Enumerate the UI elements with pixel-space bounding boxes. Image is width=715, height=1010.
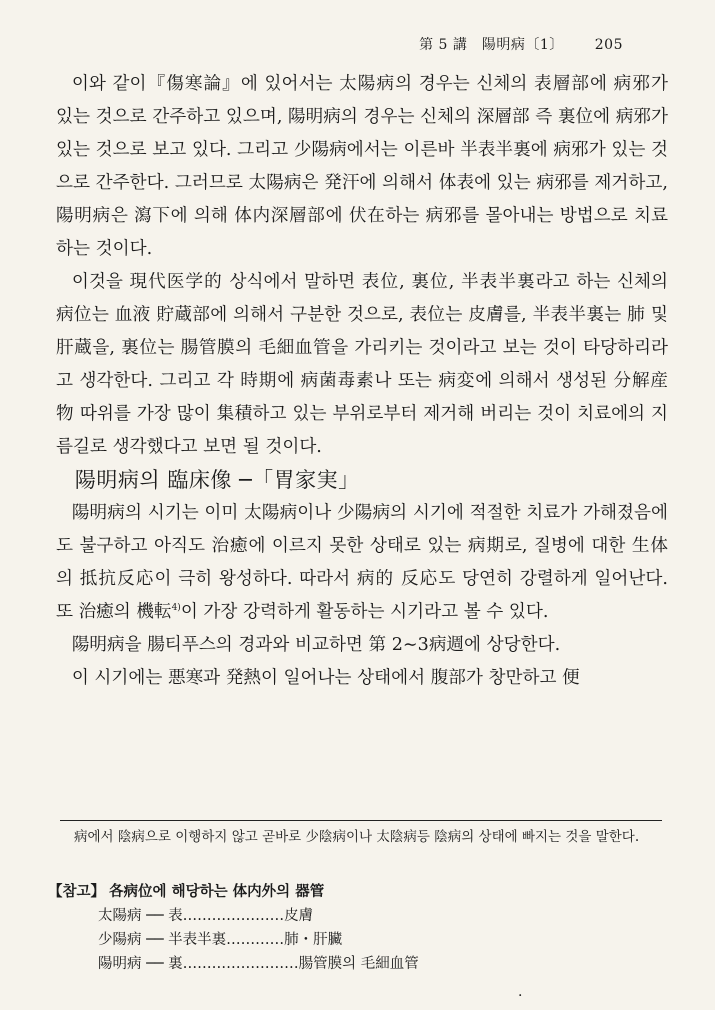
reference-tag: 【참고】 (48, 883, 106, 900)
reference-row: 陽明病 ── 裏……………………腸管膜의 毛細血管 (98, 956, 419, 972)
paragraph: 陽明病을 腸티푸스의 경과와 비교하면 第 2∼3病週에 상당한다. (71, 635, 561, 655)
footnote: 病에서 陰病으로 이행하지 않고 곧바로 少陰病이나 太陰病등 陰病의 상태에 빠지는 것을 말한다. (74, 829, 640, 845)
text-span: 이 가장 강력하게 활동하는 시기라고 볼 수 있다. (180, 602, 549, 622)
reference-box (48, 880, 419, 976)
chapter-title: 第 5 講 陽明病〔1〕 (419, 37, 564, 53)
reference-title-line (48, 880, 419, 904)
section-heading: 陽明病의 臨床像 ─「胃家実」 (74, 468, 360, 492)
paragraph (56, 497, 668, 629)
reference-title: 各病位에 해당하는 体内外의 器管 (109, 883, 325, 900)
main-text (56, 68, 668, 695)
reference-row: 太陽病 ── 表…………………皮膚 (98, 908, 314, 924)
page-number: 205 (594, 37, 623, 53)
paragraph: 이것을 現代医学的 상식에서 말하면 表位, 裏位, 半表半裏라고 하는 신체의 病位는 血液 貯蔵部에 의해서 구분한 것으로, 表位는 皮膚를, 半表半裏는 肺 및 肝蔵을, 裏位는 腸管膜의 毛細血管을 가리키는 것이라고 보는 것이 타당하리라고 생각한다. 그리고 각 時期에 病菌毒素나 또는 病変에 의해서 생성된 分解産物 따위를 가장 많이 集積하고 있는 부위로부터 제거해 버리는 것이 치료에의 지름길로 생각했다고 보면 될 것이다. (56, 272, 668, 457)
stray-mark: · (518, 988, 523, 1004)
running-header (419, 34, 623, 54)
reference-row: 少陽病 ── 半表半裏…………肺・肝臟 (98, 932, 343, 948)
text-span: 陽明病의 시기는 이미 太陽病이나 少陽病의 시기에 적절한 치료가 가해졌음에도 불구하고 아직도 治癒에 이르지 못한 상태로 있는 病期로, 질병에 대한 生体의 抵抗反応이 극히 왕성하다. 따라서 病的 反応도 당연히 강렬하게 일어난다. 또 治癒의 機転 (56, 503, 668, 622)
paragraph: 이와 같이『傷寒論』에 있어서는 太陽病의 경우는 신체의 表層部에 病邪가 있는 것으로 간주하고 있으며, 陽明病의 경우는 신체의 深層部 즉 裏位에 病邪가 있는 것으로 보고 있다. 그리고 少陽病에서는 이른바 半表半裏에 病邪가 있는 것으로 간주한다. 그러므로 太陽病은 発汗에 의해서 体表에 있는 病邪를 제거하고, 陽明病은 瀉下에 의해 体内深層部에 伏在하는 病邪를 몰아내는 방법으로 치료하는 것이다. (56, 74, 668, 259)
paragraph: 이 시기에는 悪寒과 発熱이 일어나는 상태에서 腹部가 창만하고 便 (71, 668, 580, 688)
footnote-marker: 4) (171, 603, 181, 614)
footnote-divider (60, 820, 662, 821)
